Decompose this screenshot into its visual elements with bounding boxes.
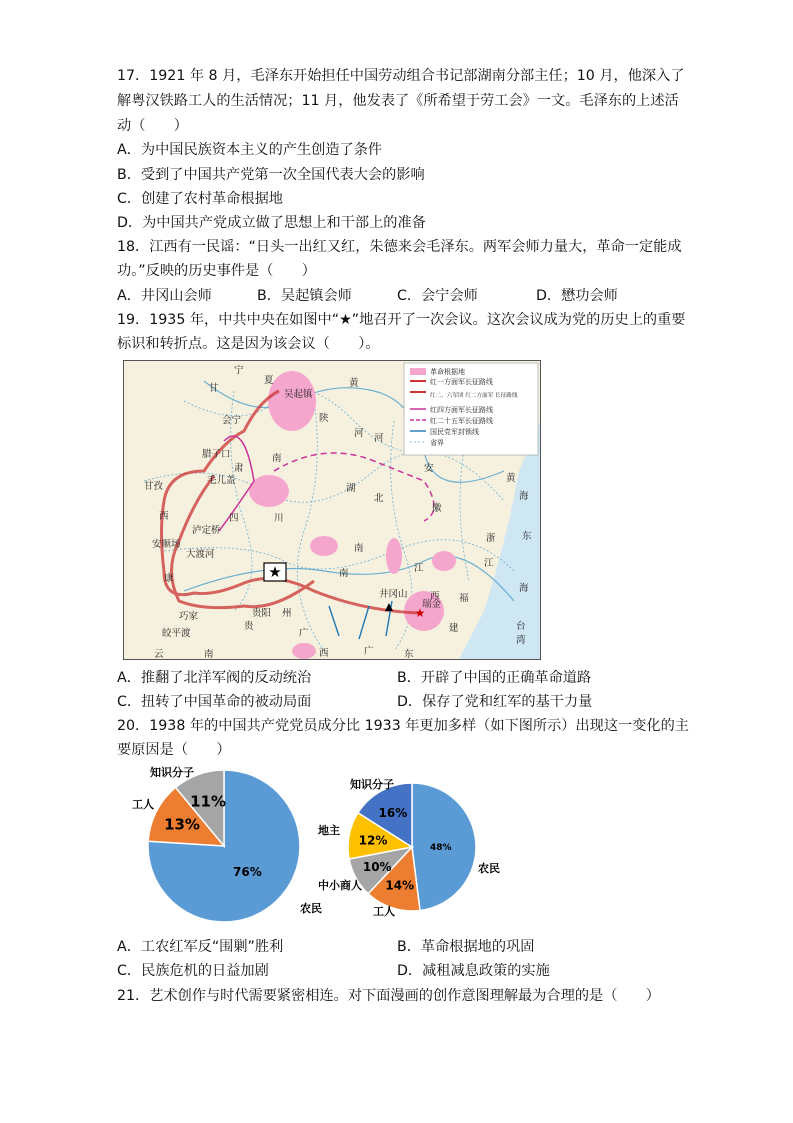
pie-value-label-1938-2: 10% bbox=[362, 860, 392, 875]
pie-category-label-1938-4: 知识分子 bbox=[350, 778, 394, 791]
pie-category-label-1938-1: 工人 bbox=[373, 905, 395, 918]
q17-option-d: D．为中国共产党成立做了思想上和干部上的准备 bbox=[117, 215, 426, 231]
q19-option-c: C．扭转了中国革命的被动局面 bbox=[117, 694, 312, 710]
legend-item: 省界 bbox=[430, 439, 444, 447]
place-label: 泸定桥 bbox=[192, 525, 221, 536]
pie-category-label-1933-1: 工人 bbox=[132, 798, 154, 811]
pie-value-label-1938-3: 12% bbox=[358, 833, 388, 848]
place-label: 浙 bbox=[486, 533, 496, 544]
place-label: 西 bbox=[430, 591, 440, 602]
place-label: 徽 bbox=[432, 503, 442, 514]
place-label: 黄 bbox=[506, 473, 516, 484]
place-label: 建 bbox=[449, 623, 459, 634]
place-label: 甘孜 bbox=[144, 481, 164, 492]
q18-option-c: C．会宁会师 bbox=[397, 288, 478, 304]
place-label: 西 bbox=[319, 648, 329, 659]
place-label: 巧家 bbox=[179, 611, 199, 622]
place-label: 东 bbox=[522, 531, 532, 542]
place-label: 湖 bbox=[346, 483, 356, 494]
pie-value-label-1938-1: 14% bbox=[385, 878, 415, 893]
q20-option-b: B．革命根据地的巩固 bbox=[397, 939, 535, 955]
q19-stem-line-2: 标识和转折点。这是因为该会议（ ）。 bbox=[117, 336, 380, 352]
pie-value-label-1933-1: 13% bbox=[164, 815, 200, 834]
legend-item: 红一方面军长征路线 bbox=[430, 378, 493, 386]
place-label: 湾 bbox=[516, 635, 526, 646]
place-label: 东 bbox=[404, 649, 414, 659]
place-label: 吴起镇 bbox=[284, 389, 313, 400]
place-label: 黄 bbox=[349, 378, 359, 389]
pie-category-label-1938-3: 地主 bbox=[318, 824, 340, 837]
base-area-xiangexi bbox=[310, 536, 338, 556]
place-label: 肃 bbox=[234, 463, 244, 474]
place-label: 江 bbox=[484, 558, 494, 569]
q18-stem-line-2: 功。”反映的历史事件是（ ） bbox=[117, 263, 316, 279]
place-label: 腊子口 bbox=[202, 449, 231, 460]
place-label: 河 bbox=[354, 428, 364, 439]
q20-option-d: D．减租减息政策的实施 bbox=[397, 963, 550, 979]
place-label: 瑞金 bbox=[422, 599, 442, 610]
pie-value-label-1938-0: 48% bbox=[429, 843, 452, 854]
q21-stem-line-1: 21．艺术创作与时代需要紧密相连。对下面漫画的创作意图理解最为合理的是（ ） bbox=[117, 988, 660, 1004]
legend-item: 国民党军封锁线 bbox=[430, 428, 479, 436]
place-label: 南 bbox=[204, 649, 214, 659]
q18-option-d: D．懋功会师 bbox=[536, 288, 618, 304]
q17-option-c: C．创建了农村革命根据地 bbox=[117, 191, 283, 207]
place-label: 四 bbox=[229, 513, 239, 524]
pie-category-label-1938-2: 中小商人 bbox=[318, 879, 362, 892]
map-legend bbox=[404, 363, 538, 455]
pie-value-label-1933-2: 11% bbox=[190, 792, 226, 811]
q19-option-b: B．开辟了中国的正确革命道路 bbox=[397, 670, 592, 686]
legend-item: 红四方面军长征路线 bbox=[430, 406, 493, 414]
legend-item: 红二、六军团 红二方面军 长征路线 bbox=[430, 393, 518, 399]
place-label: 广 bbox=[299, 628, 309, 639]
place-label: 江 bbox=[414, 563, 424, 574]
base-area-xiangegan bbox=[386, 538, 402, 574]
place-label: 川 bbox=[274, 513, 284, 524]
place-label: 大渡河 bbox=[186, 549, 215, 560]
long-march-map bbox=[123, 360, 541, 660]
place-label: 皎平渡 bbox=[162, 628, 191, 639]
q19-option-a: A．推翻了北洋军阀的反动统治 bbox=[117, 670, 312, 686]
place-label: 贵阳 bbox=[252, 608, 272, 619]
q20-option-c: C．民族危机的日益加剧 bbox=[117, 963, 269, 979]
legend-item: 红二十五军长征路线 bbox=[430, 417, 493, 425]
place-label: 安顺场 bbox=[152, 539, 181, 550]
base-area-shaanbei bbox=[268, 371, 316, 431]
place-label: 康 bbox=[164, 573, 174, 584]
place-label: 会宁 bbox=[222, 415, 242, 426]
place-label: 海 bbox=[519, 491, 529, 502]
place-label: 南 bbox=[272, 453, 282, 464]
pie-value-label-1933-0: 76% bbox=[233, 864, 262, 879]
q19-option-d: D．保存了党和红军的基干力量 bbox=[397, 694, 593, 710]
base-area-south bbox=[292, 643, 316, 659]
place-label: 北 bbox=[374, 493, 384, 504]
q20-stem-line-1: 20．1938 年的中国共产党党员成分比 1933 年更加多样（如下图所示）出现这一变化的主 bbox=[117, 718, 689, 734]
place-label: 南 bbox=[354, 543, 364, 554]
place-label: 河 bbox=[374, 433, 384, 444]
place-label: 云 bbox=[154, 649, 164, 659]
q19-stem-line-1: 19．1935 年，中共中央在如图中“★”地召开了一次会议。这次会议成为党的历史上的重要 bbox=[117, 312, 686, 328]
base-area-chuanshaan bbox=[249, 475, 289, 507]
place-label: 毛儿盖 bbox=[207, 475, 236, 486]
q20-stem-line-2: 要原因是（ ） bbox=[117, 742, 231, 758]
q17-stem-line-2: 解粤汉铁路工人的生活情况；11 月，他发表了《所希望于劳工会》一文。毛泽东的上述活 bbox=[117, 93, 679, 109]
ruijin-star-icon: ★ bbox=[414, 606, 426, 620]
q20-option-a: A．工农红军反“围剿”胜利 bbox=[117, 939, 284, 955]
place-label: 安 bbox=[424, 463, 434, 474]
party-composition-pies bbox=[118, 760, 538, 930]
place-label: 州 bbox=[282, 608, 292, 619]
place-label: 西 bbox=[159, 511, 169, 522]
q18-stem-line-1: 18．江西有一民谣：“日头一出红又红，朱德来会毛泽东。两军会师力量大，革命一定能成 bbox=[117, 239, 682, 255]
q17-stem-line-3: 动（ ） bbox=[117, 118, 188, 134]
place-label: 井冈山 bbox=[379, 589, 408, 600]
place-label: 夏 bbox=[264, 375, 274, 386]
place-label: 宁 bbox=[234, 365, 244, 376]
place-label: 甘 bbox=[209, 383, 219, 394]
place-label: 贵 bbox=[244, 621, 254, 632]
q17-stem-line-1: 17．1921 年 8 月，毛泽东开始担任中国劳动组合书记部湖南分部主任；10 月，他深入了 bbox=[117, 68, 685, 84]
place-label: 台 bbox=[516, 621, 526, 632]
q18-option-a: A．井冈山会师 bbox=[117, 288, 212, 304]
q18-option-b: B．吴起镇会师 bbox=[257, 288, 352, 304]
place-label: 南 bbox=[339, 568, 349, 579]
place-label: 陕 bbox=[319, 413, 329, 424]
q17-option-b: B．受到了中国共产党第一次全国代表大会的影响 bbox=[117, 167, 425, 183]
place-label: 广 bbox=[364, 646, 374, 657]
pie-category-label-1938-0: 农民 bbox=[478, 862, 500, 875]
place-label: 海 bbox=[519, 583, 529, 594]
legend-item: 革命根据地 bbox=[430, 368, 465, 376]
pie-category-label-1933-2: 知识分子 bbox=[150, 766, 194, 779]
pie-category-label-1933-0: 农民 bbox=[300, 902, 322, 915]
base-area-minzhegan bbox=[432, 551, 456, 571]
q17-option-a: A．为中国民族资本主义的产生创造了条件 bbox=[117, 142, 383, 158]
pie-value-label-1938-4: 16% bbox=[378, 806, 408, 821]
pie-charts-svg bbox=[118, 760, 538, 930]
place-label: 福 bbox=[459, 593, 469, 604]
star-icon: ★ bbox=[268, 563, 282, 581]
